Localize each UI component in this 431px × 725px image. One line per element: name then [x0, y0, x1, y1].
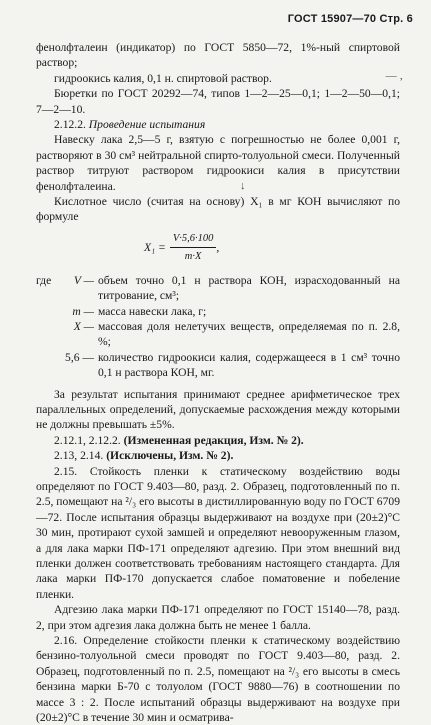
section-number: 2.12.2.	[54, 118, 86, 132]
definition-symbol: где V —	[36, 273, 94, 287]
formula-fraction	[170, 231, 220, 265]
definitions	[36, 273, 400, 381]
definition-symbol: 5,6 —	[65, 350, 94, 364]
definition-symbol: X —	[73, 319, 94, 333]
section-heading	[36, 117, 400, 132]
where-word: где	[36, 273, 52, 287]
definition-text: массовая доля нелетучих веществ, определяемая по п. 2.8, %;	[98, 319, 400, 349]
paragraph-acid-number: Кислотное число (считая на основу) X₁ в мг КОН вычисляют по формуле	[36, 195, 400, 224]
formula-lhs: X₁ =	[144, 241, 166, 255]
definition-item	[36, 273, 400, 304]
line-phenolphthalein: фенолфталеин (индикатор) по ГОСТ 5850—72, 1%-ный спиртовой раствор;	[36, 41, 400, 70]
page-header: ГОСТ 15907—70 Стр. 6	[287, 13, 413, 25]
margin-mark: — ‚	[385, 70, 403, 82]
line-koh: гидроокись калия, 0,1 н. спиртовой раствор.	[54, 71, 272, 85]
section-title: Проведение испытания	[88, 118, 206, 132]
definition-text: количество гидроокиси калия, содержащееся в 1 см³ точно 0,1 н раствора КОН, мг.	[98, 350, 400, 380]
definition-item	[36, 350, 400, 381]
definition-text: объем точно 0,1 н раствора КОН, израсходованный на титрование, см³;	[98, 273, 400, 303]
formula-comma: ,	[216, 241, 220, 255]
paragraph-result: За результат испытания принимают среднее арифметическое трех параллельных определений, допускаемые расхождения между которыми не должны превышать ±5%.	[36, 387, 400, 432]
line-burettes: Бюретки по ГОСТ 20292—74, типов 1—2—25—0,1; 1—2—50—0,1; 7—2—10.	[36, 87, 400, 116]
amendment-note-1: 2.12.1, 2.12.2. (Измененная редакция, Изм. № 2).	[54, 433, 304, 447]
formula	[144, 231, 400, 265]
margin-arrow-mark: ↓	[240, 180, 246, 192]
formula-numerator: V·5,6·100	[170, 231, 217, 248]
definition-item	[36, 304, 400, 319]
paragraph-2-16: 2.16. Определение стойкости пленки к статическому воздействию бензино-толуольной смеси проводят по ГОСТ 9.403—80, разд. 2. Образец, подготовленный по п. 2.5, помещают на ²/₃ его высоты в смесь бензина марки Б-70 с толуолом (ГОСТ 9880—76) в соотношении по массе 3 : 2. После испытаний образцы выдерживают на воздухе при (20±2)°С в течение 30 мин и осматрива-	[36, 634, 400, 725]
formula-denominator: m·X	[184, 251, 202, 263]
paragraph-sample: Навеску лака 2,5—5 г, взятую с погрешностью не более 0,001 г, растворяют в 30 см³ нейтральной спирто-толуольной смеси. Полученный раствор титруют раствором гидроокиси калия в присутствии фенолфталеина.	[36, 133, 400, 193]
definition-text: масса навески лака, г;	[98, 304, 207, 318]
paragraph-adhesion: Адгезию лака марки ПФ-171 определяют по ГОСТ 15140—78, разд. 2, при этом адгезия лака должна быть не менее 1 балла.	[36, 603, 400, 632]
document-body	[36, 40, 400, 725]
definition-item	[36, 319, 400, 350]
paragraph-2-15: 2.15. Стойкость пленки к статическому воздействию воды определяют по ГОСТ 9.403—80, разд. 2. Образец, подготовленный по п. 2.5, помещают на ²/₃ его высоты в дистиллированную воду по ГОСТ 6709—72. После испытания образцы выдерживают на воздухе при (20±2)°С 30 мин, протирают сухой замшей и определяют невооруженным глазом, а для лака марки ПФ-171 определяют адгезию. При этом внешний вид пленки должен соответствовать требованиям настоящего стандарта. Для лака марки ПФ-170 допускается слабое поматовение и побеление пленки.	[36, 464, 400, 601]
amendment-note-2: 2.13, 2.14. (Исключены, Изм. № 2).	[54, 449, 234, 463]
definition-symbol: m —	[72, 304, 94, 318]
